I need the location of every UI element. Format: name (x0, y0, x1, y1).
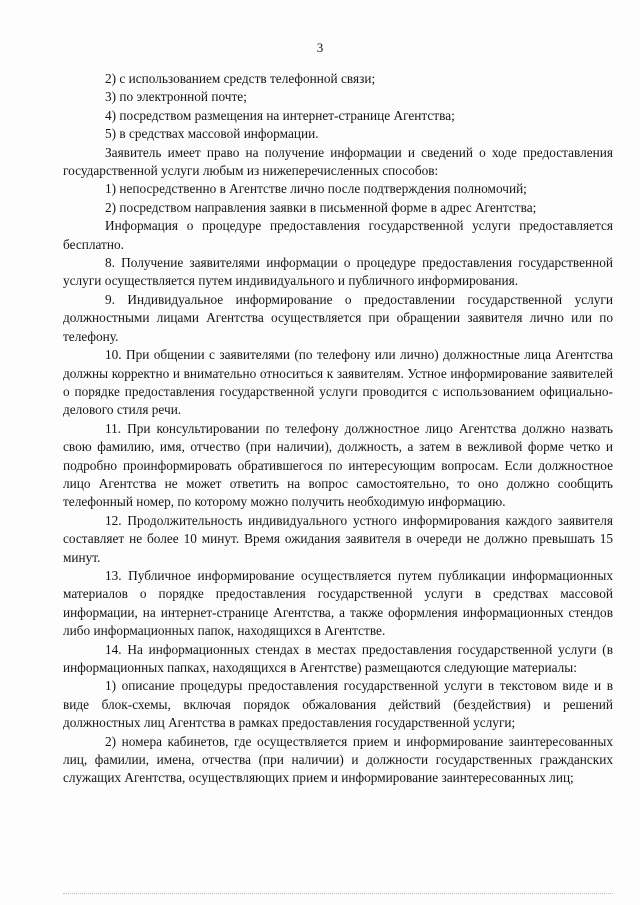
paragraph: 9. Индивидуальное информирование о предоставлении государственной услуги должностными лицами Агентства осуществляется при обращении заявителя лично или по телефону. (63, 291, 613, 344)
document-body (63, 70, 613, 788)
paragraph: 5) в средствах массовой информации. (105, 126, 319, 142)
paragraph: 14. На информационных стендах в местах предоставления государственной услуги (в информационных папках, находящихся в Агентстве) размещаются следующие материалы: (63, 641, 613, 675)
page-number: 3 (316, 40, 324, 55)
paragraph: Заявитель имеет право на получение информации и сведений о ходе предоставления государственной услуги любым из нижеперечисленных способов: (63, 144, 613, 179)
paragraph: 1) непосредственно в Агентстве лично после подтверждения полномочий; (105, 181, 527, 197)
paragraph: 1) описание процедуры предоставления государственной услуги в текстовом виде и в виде блок-схемы, включая порядок обжалования действий (бездействия) и решений должностных лиц Агентства в рамках предоставления государственной услуги; (63, 678, 613, 731)
paragraph: 13. Публичное информирование осуществляется путем публикации информационных материалов о порядке предоставления государственной услуги в средствах массовой информации, на интернет-странице Агентства, а также оформления информационных стендов либо информационных папок, находящихся в Агентстве. (63, 567, 613, 639)
paragraph: Информация о процедуре предоставления государственной услуги предоставляется бесплатно. (63, 218, 613, 252)
paragraph: 2) номера кабинетов, где осуществляется прием и информирование заинтересованных лиц, фамилии, имена, отчества (при наличии) и должности государственных гражданских служащих Агентства, осуществляющих прием и информирование заинтересованных лиц; (63, 733, 613, 786)
paragraph: 4) посредством размещения на интернет-странице Агентства; (105, 107, 455, 123)
paragraph: 12. Продолжительность индивидуального устного информирования каждого заявителя составляет не более 10 минут. Время ожидания заявителя в очереди не должно превышать 15 минут. (63, 512, 613, 565)
paragraph: 11. При консультировании по телефону должностное лицо Агентства должно назвать свою фамилию, имя, отчество (при наличии), должность, а затем в вежливой форме четко и подробно проинформировать обратившегося по интересующим вопросам. Если должностное лицо Агентства не может ответить на вопрос самостоятельно, то оно должно сообщить телефонный номер, по которому можно получить необходимую информацию. (63, 420, 613, 510)
paragraph: 10. При общении с заявителями (по телефону или лично) должностные лица Агентства должны корректно и внимательно относиться к заявителям. Устное информирование заявителей о порядке предоставления государственной услуги проводится с использованием официально-делового стиля речи. (63, 347, 613, 418)
paragraph: 2) с использованием средств телефонной связи; (105, 71, 376, 86)
scan-edge-line (63, 893, 613, 894)
paragraph: 8. Получение заявителями информации о процедуре предоставления государственной услуги осуществляется путем индивидуального и публичного информирования. (63, 255, 613, 289)
paragraph: 2) посредством направления заявки в письменной форме в адрес Агентства; (105, 199, 537, 215)
paragraph: 3) по электронной почте; (105, 89, 247, 105)
